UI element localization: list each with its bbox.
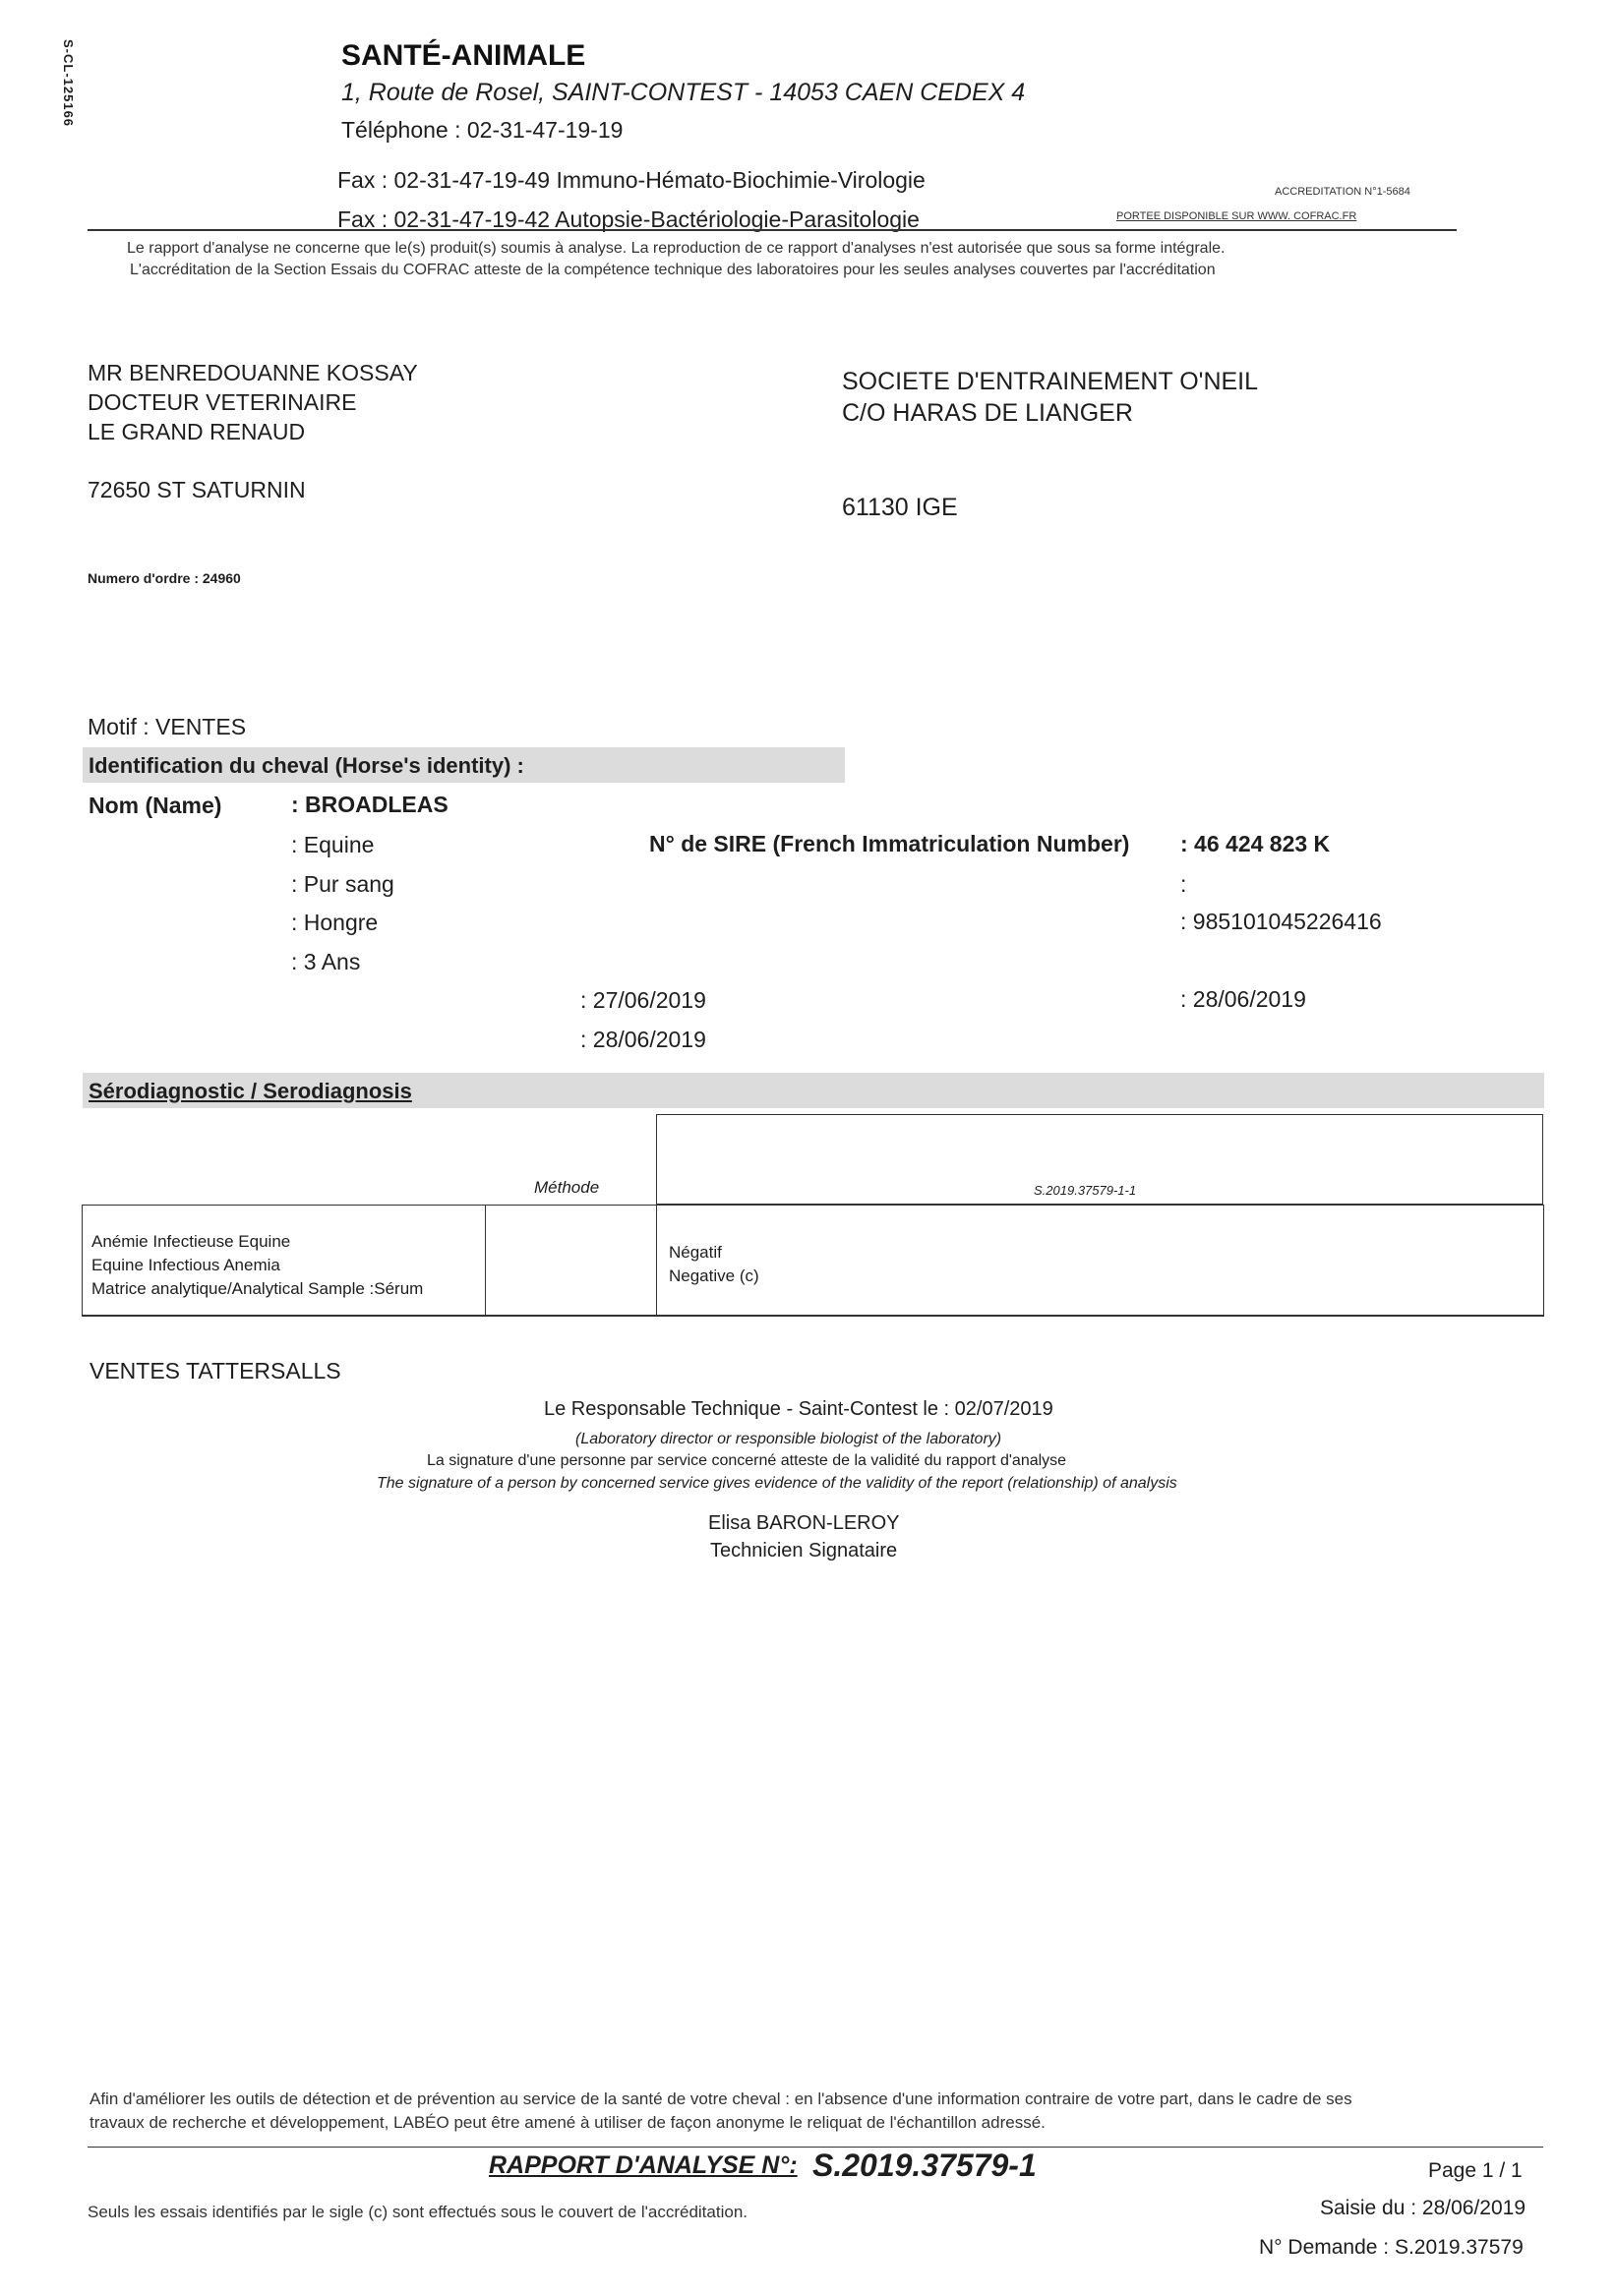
footer-disclaimer-line-2: travaux de recherche et développement, LABÉO peut être amené à utiliser de façon anonyme le reliquat de l'échantillon adressé. — [90, 2113, 1046, 2132]
method-column-header: Méthode — [534, 1178, 600, 1197]
results-table-column-divider-2 — [656, 1205, 657, 1315]
lab-address: 1, Route de Rosel, SAINT-CONTEST - 14053 CAEN CEDEX 4 — [341, 79, 1026, 106]
horse-sex: : Hongre — [291, 910, 379, 935]
lab-fax-1: Fax : 02-31-47-19-49 Immuno-Hémato-Biochimie-Virologie — [337, 167, 926, 193]
vet-title: DOCTEUR VETERINAIRE — [88, 389, 357, 415]
analysis-name-en: Equine Infectious Anemia — [91, 1256, 280, 1274]
lab-fax-2: Fax : 02-31-47-19-42 Autopsie-Bactériologie-Parasitologie — [337, 206, 920, 232]
sample-reference: S.2019.37579-1-1 — [1034, 1183, 1137, 1198]
analysis-name-fr: Anémie Infectieuse Equine — [91, 1232, 291, 1251]
serology-section-title: Sérodiagnostic / Serodiagnosis — [89, 1079, 412, 1103]
disclaimer-line-2: L'accréditation de la Section Essais du COFRAC atteste de la compétence technique des laboratoires pour les seules analyses couvertes par l'accréditation — [130, 262, 1216, 278]
signatory-title: Technicien Signataire — [710, 1540, 898, 1561]
results-table — [82, 1114, 1544, 1317]
signature-line-2: (Laboratory director or responsible biologist of the laboratory) — [575, 1431, 1002, 1447]
page-number: Page 1 / 1 — [1428, 2159, 1523, 2182]
lab-telephone: Téléphone : 02-31-47-19-19 — [341, 117, 624, 143]
results-table-right-border — [1543, 1205, 1544, 1315]
identification-section-title: Identification du cheval (Horse's identity) : — [89, 753, 524, 778]
lab-name: SANTÉ-ANIMALE — [341, 39, 586, 72]
disclaimer-line-1: Le rapport d'analyse ne concerne que le(s) produit(s) soumis à analyse. La reproduction de ce rapport d'analyses n'est autorisée que sous sa forme intégrale. — [127, 240, 1226, 257]
horse-breed: : Pur sang — [291, 871, 394, 897]
document-code: S-CL-125166 — [61, 39, 76, 128]
results-table-header-rule — [82, 1205, 1544, 1206]
date-3: : 28/06/2019 — [580, 1027, 706, 1052]
report-number-label: RAPPORT D'ANALYSE N°: — [489, 2151, 798, 2179]
notes: VENTES TATTERSALLS — [90, 1358, 341, 1383]
report-number: S.2019.37579-1 — [812, 2148, 1037, 2183]
blank-field: : — [1180, 871, 1187, 897]
vet-name: MR BENREDOUANNE KOSSAY — [88, 360, 418, 385]
entry-date: Saisie du : 28/06/2019 — [1320, 2197, 1526, 2219]
horse-name-value: : BROADLEAS — [291, 792, 449, 817]
horse-name-label: Nom (Name) — [89, 793, 222, 818]
accreditation-scope-link: PORTEE DISPONIBLE SUR WWW. COFRAC.FR — [1116, 210, 1357, 222]
signature-line-1: Le Responsable Technique - Saint-Contest le : 02/07/2019 — [544, 1398, 1053, 1420]
results-table-column-divider-1 — [485, 1205, 486, 1315]
signature-line-3: La signature d'une personne par service concerné atteste de la validité du rapport d'analyse — [427, 1452, 1067, 1469]
footer-disclaimer-line-1: Afin d'améliorer les outils de détection et de prévention au service de la santé de votre cheval : en l'absence d'une information contraire de votre part, dans le cadre de ses — [90, 2090, 1352, 2108]
owner-care-of: C/O HARAS DE LIANGER — [842, 399, 1133, 427]
transponder-number: : 985101045226416 — [1180, 909, 1382, 934]
sire-value: : 46 424 823 K — [1180, 831, 1331, 856]
order-number: Numero d'ordre : 24960 — [88, 570, 241, 586]
date-1: : 27/06/2019 — [580, 987, 706, 1013]
result-fr: Négatif — [669, 1243, 722, 1262]
vet-city: 72650 ST SATURNIN — [88, 477, 306, 502]
sire-label: N° de SIRE (French Immatriculation Number) — [649, 831, 1130, 856]
analysis-sample-matrix: Matrice analytique/Analytical Sample :Sérum — [91, 1279, 424, 1298]
accreditation-note: Seuls les essais identifiés par le sigle (c) sont effectués sous le couvert de l'accréditation. — [88, 2203, 748, 2221]
accreditation-number: ACCREDITATION N°1-5684 — [1275, 186, 1410, 198]
result-en: Negative (c) — [669, 1266, 759, 1285]
horse-species: : Equine — [291, 832, 375, 857]
owner-city: 61130 IGE — [842, 494, 958, 521]
horse-age: : 3 Ans — [291, 949, 361, 974]
results-table-left-border — [82, 1205, 83, 1315]
owner-name: SOCIETE D'ENTRAINEMENT O'NEIL — [842, 368, 1259, 395]
date-2: : 28/06/2019 — [1180, 986, 1306, 1012]
request-number: N° Demande : S.2019.37579 — [1259, 2236, 1524, 2259]
results-table-bottom-rule — [82, 1315, 1544, 1317]
signatory-name: Elisa BARON-LEROY — [708, 1512, 900, 1534]
signature-line-4: The signature of a person by concerned service gives evidence of the validity of the report (relationship) of analysis — [377, 1475, 1177, 1492]
motif: Motif : VENTES — [88, 714, 247, 739]
header-divider — [88, 229, 1457, 231]
vet-address: LE GRAND RENAUD — [88, 419, 306, 444]
